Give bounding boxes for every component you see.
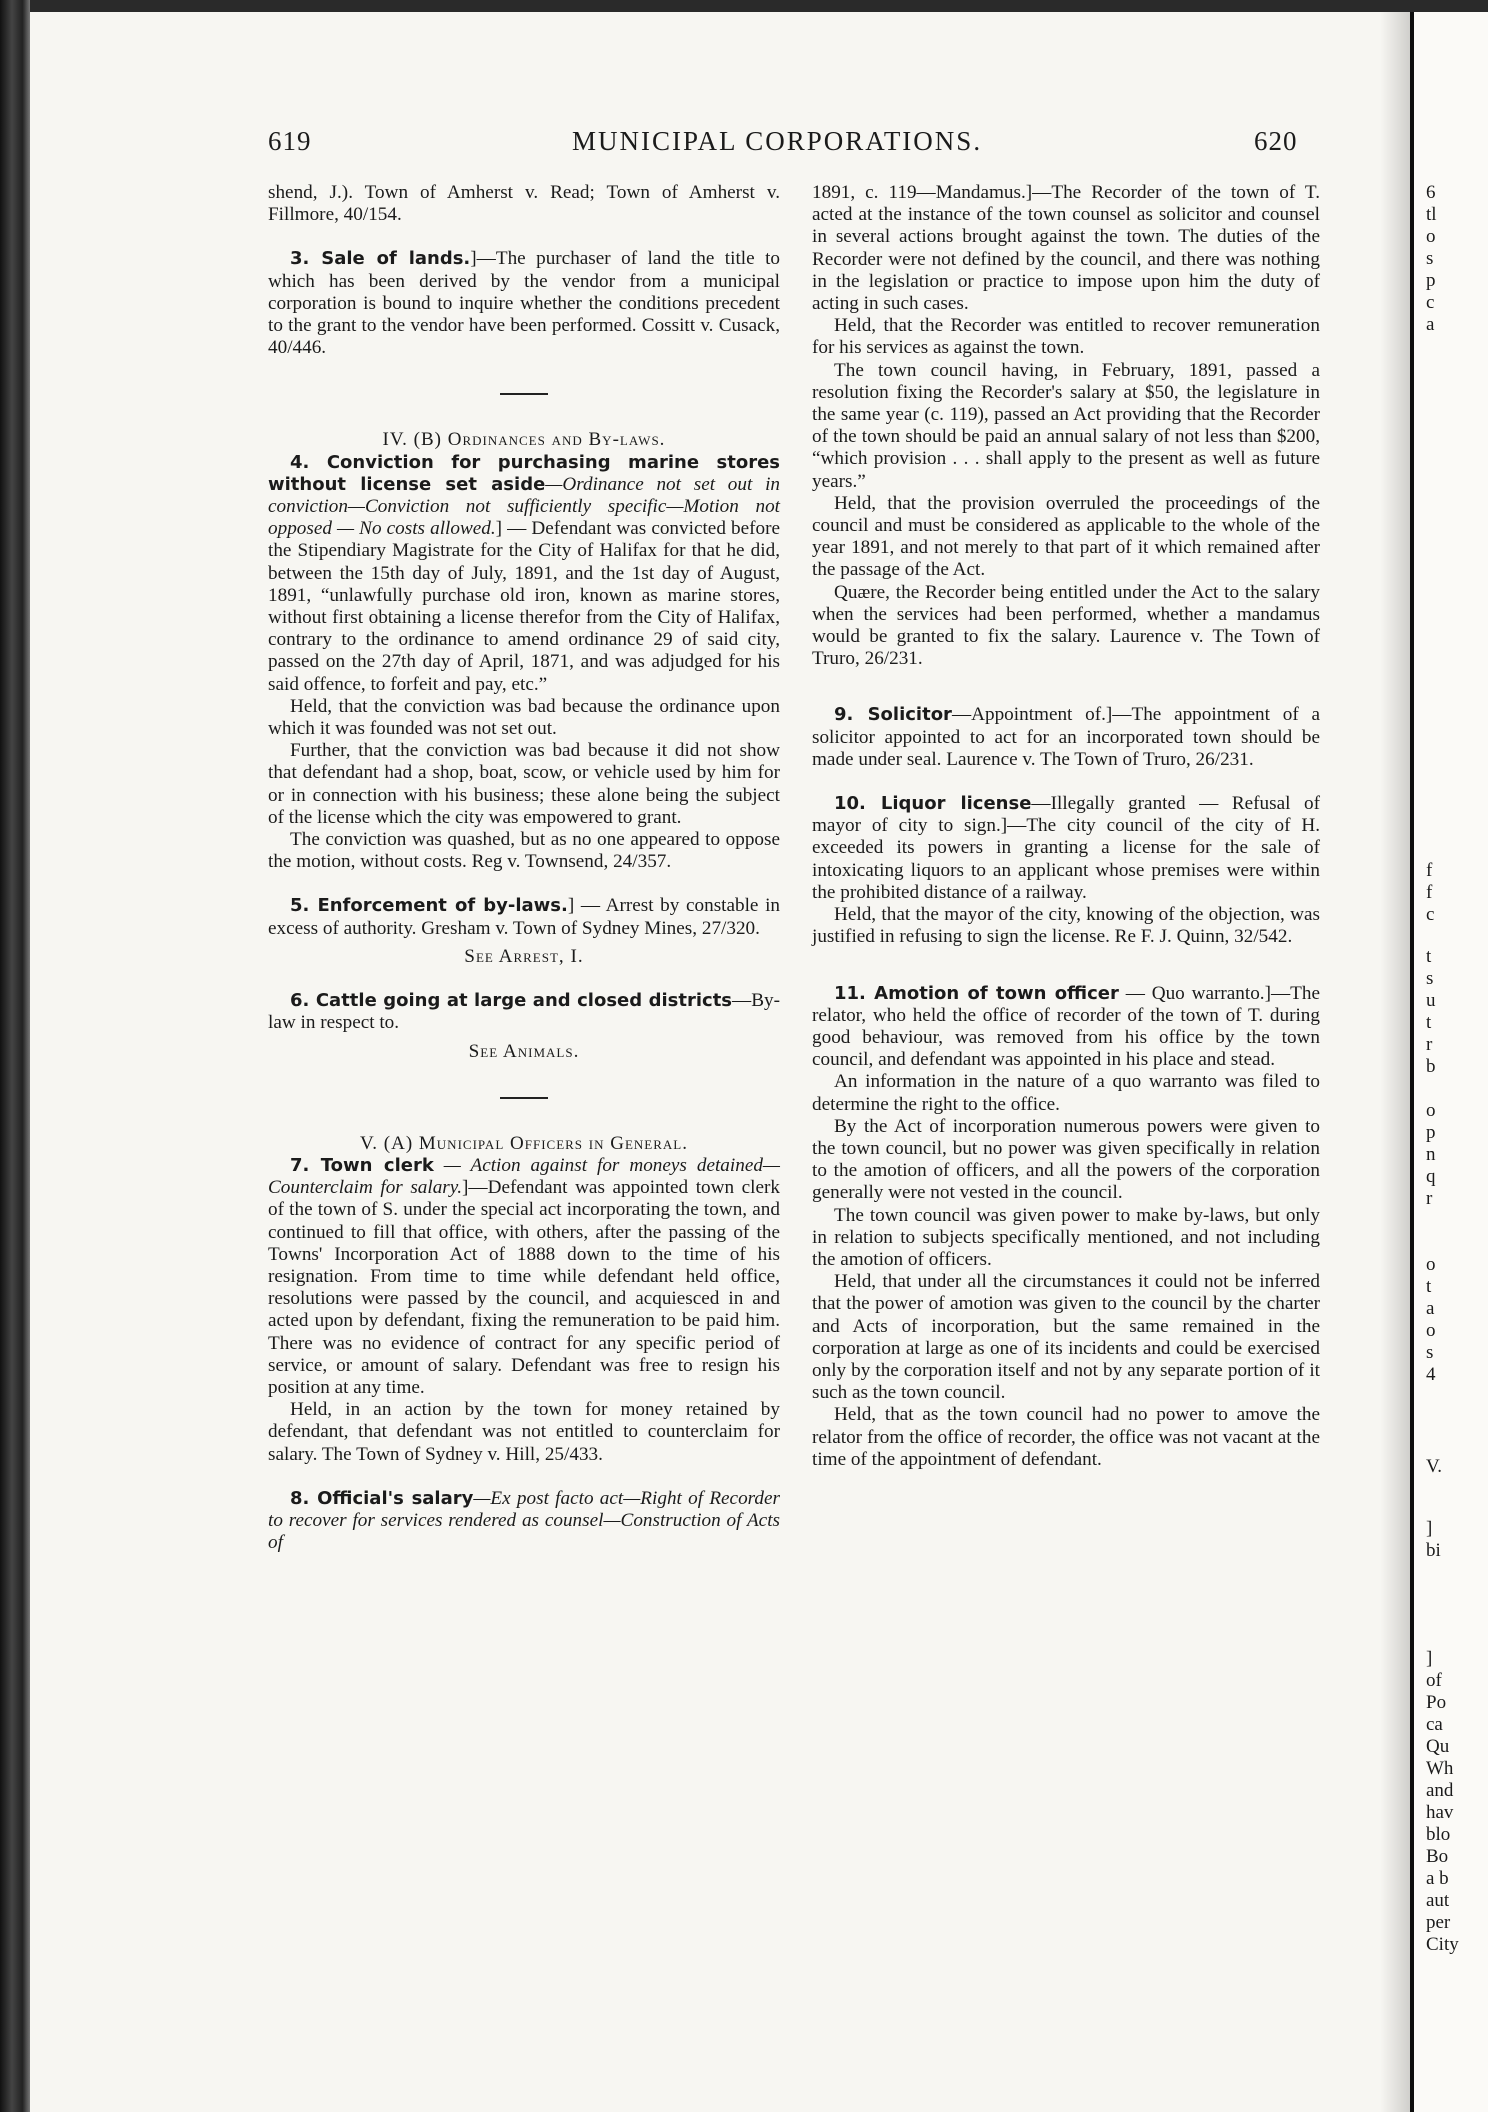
next-page-fragment: per bbox=[1426, 1912, 1451, 1933]
next-page-fragment: Qu bbox=[1426, 1736, 1450, 1757]
next-page-fragment: p bbox=[1426, 1122, 1436, 1143]
next-page-fragment: bi bbox=[1426, 1540, 1441, 1561]
next-page-fragment: q bbox=[1426, 1166, 1436, 1187]
entry-11 bbox=[812, 983, 1320, 1072]
next-page-fragment: V. bbox=[1426, 1456, 1443, 1477]
entry-5 bbox=[268, 895, 780, 939]
entry-heading: 9. Solicitor bbox=[834, 704, 952, 726]
entry-heading: 6. Cattle going at large and closed districts bbox=[290, 990, 733, 1012]
next-page-fragment: a bbox=[1426, 1298, 1435, 1319]
scan-top-edge bbox=[30, 0, 1488, 12]
entry-heading: 11. Amotion of town officer bbox=[834, 982, 1119, 1004]
next-page-fragment: o bbox=[1426, 226, 1436, 247]
entry-6 bbox=[268, 990, 780, 1034]
entry-3 bbox=[268, 248, 780, 359]
next-page-fragment: u bbox=[1426, 990, 1436, 1011]
paragraph: Held, that the provision overruled the proceedings of the council and must be considered as applicable to the whole of the year 1891, and not merely to that part of it which remained after the passage of the Act. bbox=[812, 492, 1320, 581]
section-heading: IV. (B) Ordinances and By-laws. bbox=[382, 429, 666, 451]
next-page-fragment: hav bbox=[1426, 1802, 1454, 1823]
paragraph: Held, that as the town council had no power to amove the relator from the office of recorder, the office was not vacant at the time of the appointment of defendant. bbox=[812, 1404, 1320, 1470]
page-number-left: 619 bbox=[268, 126, 312, 156]
entry-subheading: —Ordinance not set out in conviction—Conviction not sufficiently specific—Motion not opposed — No costs allowed. bbox=[268, 473, 781, 540]
next-page-fragment: f bbox=[1426, 860, 1433, 881]
next-page-fragment: s bbox=[1426, 248, 1434, 269]
next-page-fragment: ca bbox=[1426, 1714, 1443, 1735]
entry-text: ] — Defendant was convicted before the Stipendiary Magistrate for the City of Halifax for that he did, between the 15th day of July, 1891, and the 1st day of August, 1891, “unlawfully purchase old iron, known as marine stores, without first obtaining a license therefor from the City of Halifax, contrary to the ordinance to amend ordinance 29 of said city, passed on the 27th day of April, 1871, and was adjudged for his said offence, to forfeit and pay, etc.” bbox=[268, 518, 780, 695]
entry-8 bbox=[268, 1488, 780, 1555]
section-heading: V. (A) Municipal Officers in General. bbox=[360, 1132, 688, 1154]
paragraph: Held, that under all the circumstances it could not be inferred that the power of amotion was given to the council by the charter and Acts of incorporation, but the same remained in the corporation at large as one of its incidents and could be exercised only by the corporation itself and not by any separate portion of it such as the town council. bbox=[812, 1271, 1320, 1404]
entry-heading: 8. Official's salary bbox=[290, 1487, 474, 1509]
next-page-fragment: Bo bbox=[1426, 1846, 1449, 1867]
paragraph: By the Act of incorporation numerous powers were given to the town council, but no power was given specifically in relation to the amotion of officers, and all the powers of the corporation generally were not vested in the council. bbox=[812, 1115, 1320, 1204]
page-fold-shadow bbox=[1380, 0, 1414, 2112]
next-page-fragment: c bbox=[1426, 904, 1435, 925]
next-page-fragment: ] bbox=[1426, 1518, 1433, 1539]
entry-text: — Quo warranto.]—The relator, who held the office of recorder of the town of T. during good behaviour, was removed from his office by the town council, and defendant was appointed in his place and stead. bbox=[812, 982, 1320, 1071]
entry-heading: 5. Enforcement of by-laws. bbox=[290, 895, 568, 917]
entry-heading: 7. Town clerk bbox=[290, 1154, 434, 1176]
paragraph: Further, that the conviction was bad because it did not show that defendant had a shop, boat, scow, or vehicle used by him for or in connection with his business; these alone being the subject of the license which the city was empowered to grant. bbox=[268, 740, 780, 828]
next-page-fragment: t bbox=[1426, 946, 1432, 967]
paragraph: Held, in an action by the town for money retained by defendant, that defendant was not entitled to counterclaim for salary. The Town of Sydney v. Hill, 25/433. bbox=[268, 1399, 780, 1465]
entry-heading: 3. Sale of lands. bbox=[290, 248, 471, 270]
entry-text: —Appointment of.]—The appointment of a solicitor appointed to act for an incorporated town should be made under seal. Laurence v. The Town of Truro, 26/231. bbox=[812, 704, 1320, 770]
paragraph: Held, that the Recorder was entitled to recover remuneration for his services as against the town. bbox=[812, 315, 1320, 359]
paragraph: Held, that the mayor of the city, knowing of the objection, was justified in refusing to sign the license. Re F. J. Quinn, 32/542. bbox=[812, 904, 1320, 948]
entry-4 bbox=[268, 452, 780, 696]
paragraph: The town council having, in February, 1891, passed a resolution fixing the Recorder's salary at $50, the legislature in the same year (c. 119), passed an Act providing that the Recorder of the town should be paid an annual salary of not less than $200, “which provision . . . shall apply to the present as well as future years.” bbox=[812, 359, 1320, 492]
entry-subheading: —Ex post facto act—Right of Recorder to recover for services rendered as counsel—Construction of Acts of bbox=[268, 1487, 780, 1554]
next-page-fragment: tl bbox=[1426, 204, 1437, 225]
page-number-right: 620 bbox=[1254, 126, 1298, 156]
next-page-edge bbox=[1410, 0, 1488, 2112]
paragraph: Quære, the Recorder being entitled under the Act to the salary when the services had been performed, whether a mandamus would be granted to fix the salary. Laurence v. The Town of Truro, 26/231. bbox=[812, 581, 1320, 670]
next-page-fragment: s bbox=[1426, 968, 1434, 989]
paragraph: Held, that the conviction was bad because the ordinance upon which it was founded was not set out. bbox=[268, 695, 780, 740]
next-page-fragment: t bbox=[1426, 1276, 1432, 1297]
next-page-fragment: Wh bbox=[1426, 1758, 1454, 1779]
next-page-fragment: o bbox=[1426, 1100, 1436, 1121]
entry-text: ]—Defendant was appointed town clerk of the town of S. under the special act incorporating the town, and continued to fill that office, with others, after the passing of the Towns' Incorporation Act of 1888 down to the time of his resignation. From time to time while defendant held office, resolutions were passed by the council, and acquiesced in and acted upon by defendant, fixing the remuneration to be paid him. There was no evidence of contract for any specific period of service, or amount of salary. Defendant was free to resign his position at any time. bbox=[268, 1177, 780, 1398]
next-page-fragment: and bbox=[1426, 1780, 1454, 1801]
book-spine bbox=[0, 0, 30, 2112]
entry-10 bbox=[812, 793, 1320, 904]
next-page-fragment: City bbox=[1426, 1934, 1459, 1955]
paragraph: shend, J.). Town of Amherst v. Read; Town of Amherst v. Fillmore, 40/154. bbox=[268, 182, 780, 226]
paragraph: The town council was given power to make by-laws, but only in relation to subjects specifically mentioned, and not including the amotion of officers. bbox=[812, 1204, 1320, 1270]
next-page-fragment: ] bbox=[1426, 1648, 1433, 1669]
entry-7 bbox=[268, 1155, 780, 1399]
next-page-fragment: of bbox=[1426, 1670, 1442, 1691]
next-page-fragment: t bbox=[1426, 1012, 1432, 1033]
entry-text: ]—The purchaser of land the title to which has been derived by the vendor from a municipal corporation is bound to inquire whether the conditions precedent to the grant to the vendor have been performed. Cossitt v. Cusack, 40/446. bbox=[268, 248, 780, 359]
next-page-fragment: a b bbox=[1426, 1868, 1449, 1889]
next-page-fragment: f bbox=[1426, 882, 1433, 903]
next-page-fragment: blo bbox=[1426, 1824, 1451, 1845]
cross-reference: See Animals. bbox=[468, 1040, 580, 1062]
entry-heading: 10. Liquor license bbox=[834, 793, 1032, 815]
right-column bbox=[812, 182, 1320, 1471]
next-page-fragment: p bbox=[1426, 270, 1436, 291]
cross-reference: See Arrest, I. bbox=[464, 945, 584, 967]
left-column bbox=[268, 182, 780, 1554]
running-title: MUNICIPAL CORPORATIONS. bbox=[572, 126, 983, 156]
entry-9 bbox=[812, 704, 1320, 771]
next-page-fragment: s bbox=[1426, 1342, 1434, 1363]
next-page-fragment: o bbox=[1426, 1254, 1436, 1275]
next-page-fragment: aut bbox=[1426, 1890, 1450, 1911]
next-page-fragment: a bbox=[1426, 314, 1435, 335]
next-page-fragment: 6 bbox=[1426, 182, 1436, 203]
paragraph: An information in the nature of a quo warranto was filed to determine the right to the office. bbox=[812, 1071, 1320, 1115]
entry-subheading: — Action against for moneys detained—Counterclaim for salary. bbox=[268, 1154, 780, 1199]
next-page-fragment: r bbox=[1426, 1188, 1433, 1209]
next-page-fragment: o bbox=[1426, 1320, 1436, 1341]
next-page-fragment: n bbox=[1426, 1144, 1436, 1165]
entry-text: —By-law in respect to. bbox=[268, 990, 780, 1034]
next-page-fragment: r bbox=[1426, 1034, 1433, 1055]
paragraph: The conviction was quashed, but as no one appeared to oppose the motion, without costs. Reg v. Townsend, 24/357. bbox=[268, 829, 780, 873]
entry-text: ] — Arrest by constable in excess of authority. Gresham v. Town of Sydney Mines, 27/320. bbox=[268, 895, 780, 939]
paragraph: 1891, c. 119—Mandamus.]—The Recorder of the town of T. acted at the instance of the town counsel as solicitor and counsel in several actions brought against the town. The duties of the Recorder were not defined by the council, and there was nothing in the legislation or practice to impose upon him the duty of acting in such cases. bbox=[812, 182, 1320, 315]
entry-text: —Illegally granted — Refusal of mayor of city to sign.]—The city council of the city of H. exceeded its powers in granting a license for the sale of intoxicating liquors to an applicant whose premises were within the prohibited distance of a railway. bbox=[812, 793, 1320, 903]
next-page-fragment: c bbox=[1426, 292, 1435, 313]
next-page-fragment: b bbox=[1426, 1056, 1436, 1077]
entry-heading: 4. Conviction for purchasing marine stores without license set aside bbox=[268, 451, 780, 495]
next-page-fragment: Po bbox=[1426, 1692, 1447, 1713]
next-page-fragment: 4 bbox=[1426, 1364, 1436, 1385]
